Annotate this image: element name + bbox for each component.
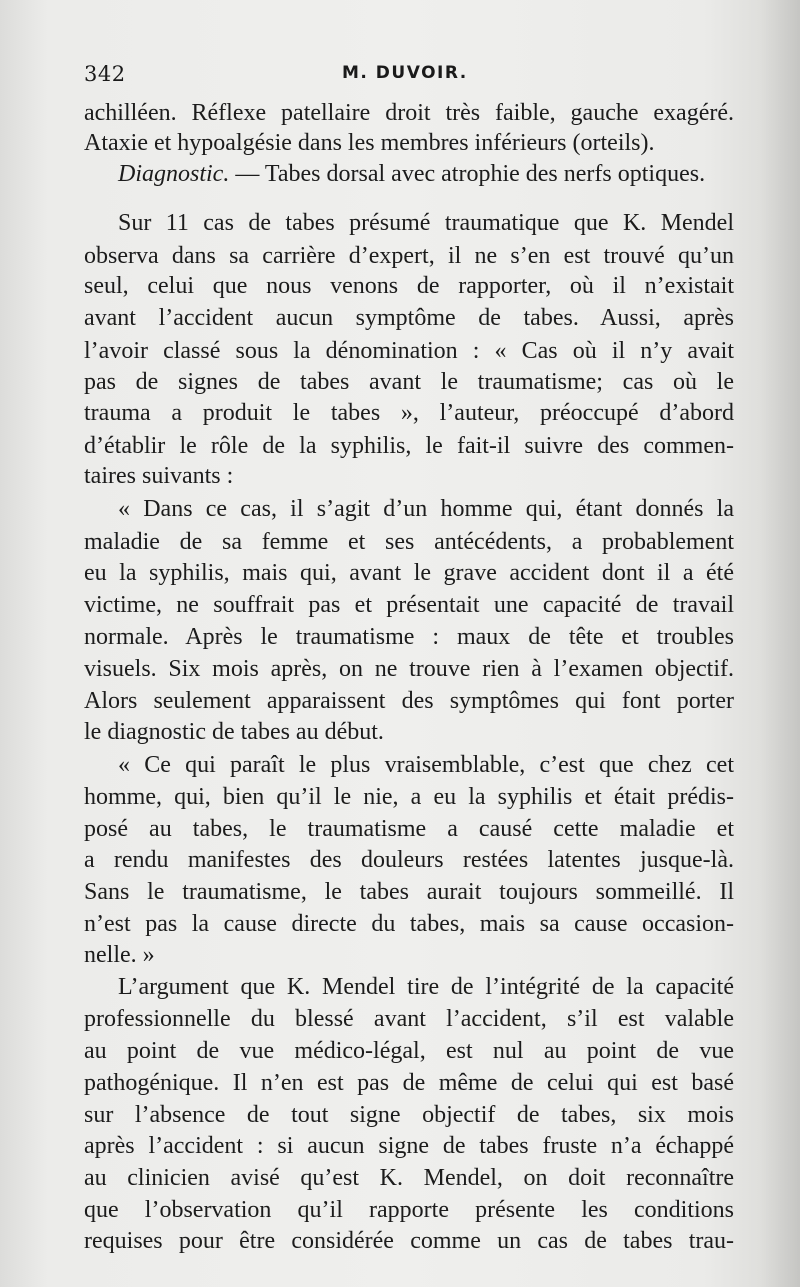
text-line: n’est pas la cause directe du tabes, mais sa cause occasion- bbox=[84, 911, 734, 937]
text-line: posé au tabes, le traumatisme a causé cette maladie et bbox=[84, 816, 734, 842]
text-line: « Ce qui paraît le plus vraisemblable, c’est que chez cet bbox=[118, 752, 734, 778]
diagnostic-line bbox=[118, 159, 734, 189]
text-line: Ataxie et hypoalgésie dans les membres inférieurs (orteils). bbox=[84, 130, 655, 156]
text-line: avant l’accident aucun symptôme de tabes. Aussi, après bbox=[84, 305, 734, 331]
text-line: professionnelle du blessé avant l’accident, s’il est valable bbox=[84, 1006, 734, 1032]
text-line: que l’observation qu’il rapporte présente les conditions bbox=[84, 1197, 734, 1223]
text-line: homme, qui, bien qu’il le nie, a eu la syphilis et était prédis- bbox=[84, 784, 734, 810]
text-line: Alors seulement apparaissent des symptômes qui font porter bbox=[84, 688, 734, 714]
running-head: M. DUVOIR. bbox=[342, 63, 468, 83]
text-line: pathogénique. Il n’en est pas de même de celui qui est basé bbox=[84, 1070, 734, 1096]
text-line: observa dans sa carrière d’expert, il ne s’en est trouvé qu’un bbox=[84, 243, 734, 269]
text-line: normale. Après le traumatisme : maux de tête et troubles bbox=[84, 624, 734, 650]
text-line: Sur 11 cas de tabes présumé traumatique que K. Mendel bbox=[118, 210, 734, 236]
text-line: « Dans ce cas, il s’agit d’un homme qui, étant donnés la bbox=[118, 496, 734, 522]
text-line: requises pour être considérée comme un cas de tabes trau- bbox=[84, 1228, 734, 1254]
text-line: nelle. » bbox=[84, 942, 155, 968]
page-header bbox=[84, 58, 734, 94]
text-line: L’argument que K. Mendel tire de l’intégrité de la capacité bbox=[118, 974, 734, 1000]
diagnostic-label: Diagnostic. bbox=[118, 161, 230, 187]
text-line: au point de vue médico-légal, est nul au point de vue bbox=[84, 1038, 734, 1064]
text-line: eu la syphilis, mais qui, avant le grave accident dont il a été bbox=[84, 560, 734, 586]
text-line: sur l’absence de tout signe objectif de tabes, six mois bbox=[84, 1102, 734, 1128]
text-line: d’établir le rôle de la syphilis, le fait-il suivre des commen- bbox=[84, 433, 734, 459]
diagnostic-text: — Tabes dorsal avec atrophie des nerfs optiques. bbox=[229, 161, 706, 187]
text-line: achilléen. Réflexe patellaire droit très faible, gauche exagéré. bbox=[84, 100, 734, 126]
text-line: après l’accident : si aucun signe de tabes fruste n’a échappé bbox=[84, 1133, 734, 1159]
scan-edge-shadow bbox=[760, 0, 800, 1287]
text-line: pas de signes de tabes avant le traumatisme; cas où le bbox=[84, 369, 734, 395]
text-line: a rendu manifestes des douleurs restées latentes jusque-là. bbox=[84, 847, 734, 873]
text-line: seul, celui que nous venons de rapporter, où il n’existait bbox=[84, 273, 734, 299]
text-line: Sans le traumatisme, le tabes aurait toujours sommeillé. Il bbox=[84, 879, 734, 905]
text-line: taires suivants : bbox=[84, 463, 234, 489]
text-line: trauma a produit le tabes », l’auteur, préoccupé d’abord bbox=[84, 400, 734, 426]
text-line: visuels. Six mois après, on ne trouve rien à l’examen objectif. bbox=[84, 656, 734, 682]
text-line: au clinicien avisé qu’est K. Mendel, on doit reconnaître bbox=[84, 1165, 734, 1191]
text-line: maladie de sa femme et ses antécédents, a probablement bbox=[84, 529, 734, 555]
page-number: 342 bbox=[84, 62, 126, 86]
text-line: l’avoir classé sous la dénomination : « Cas où il n’y avait bbox=[84, 338, 734, 364]
text-line: le diagnostic de tabes au début. bbox=[84, 719, 384, 745]
text-line: victime, ne souffrait pas et présentait une capacité de travail bbox=[84, 592, 734, 618]
